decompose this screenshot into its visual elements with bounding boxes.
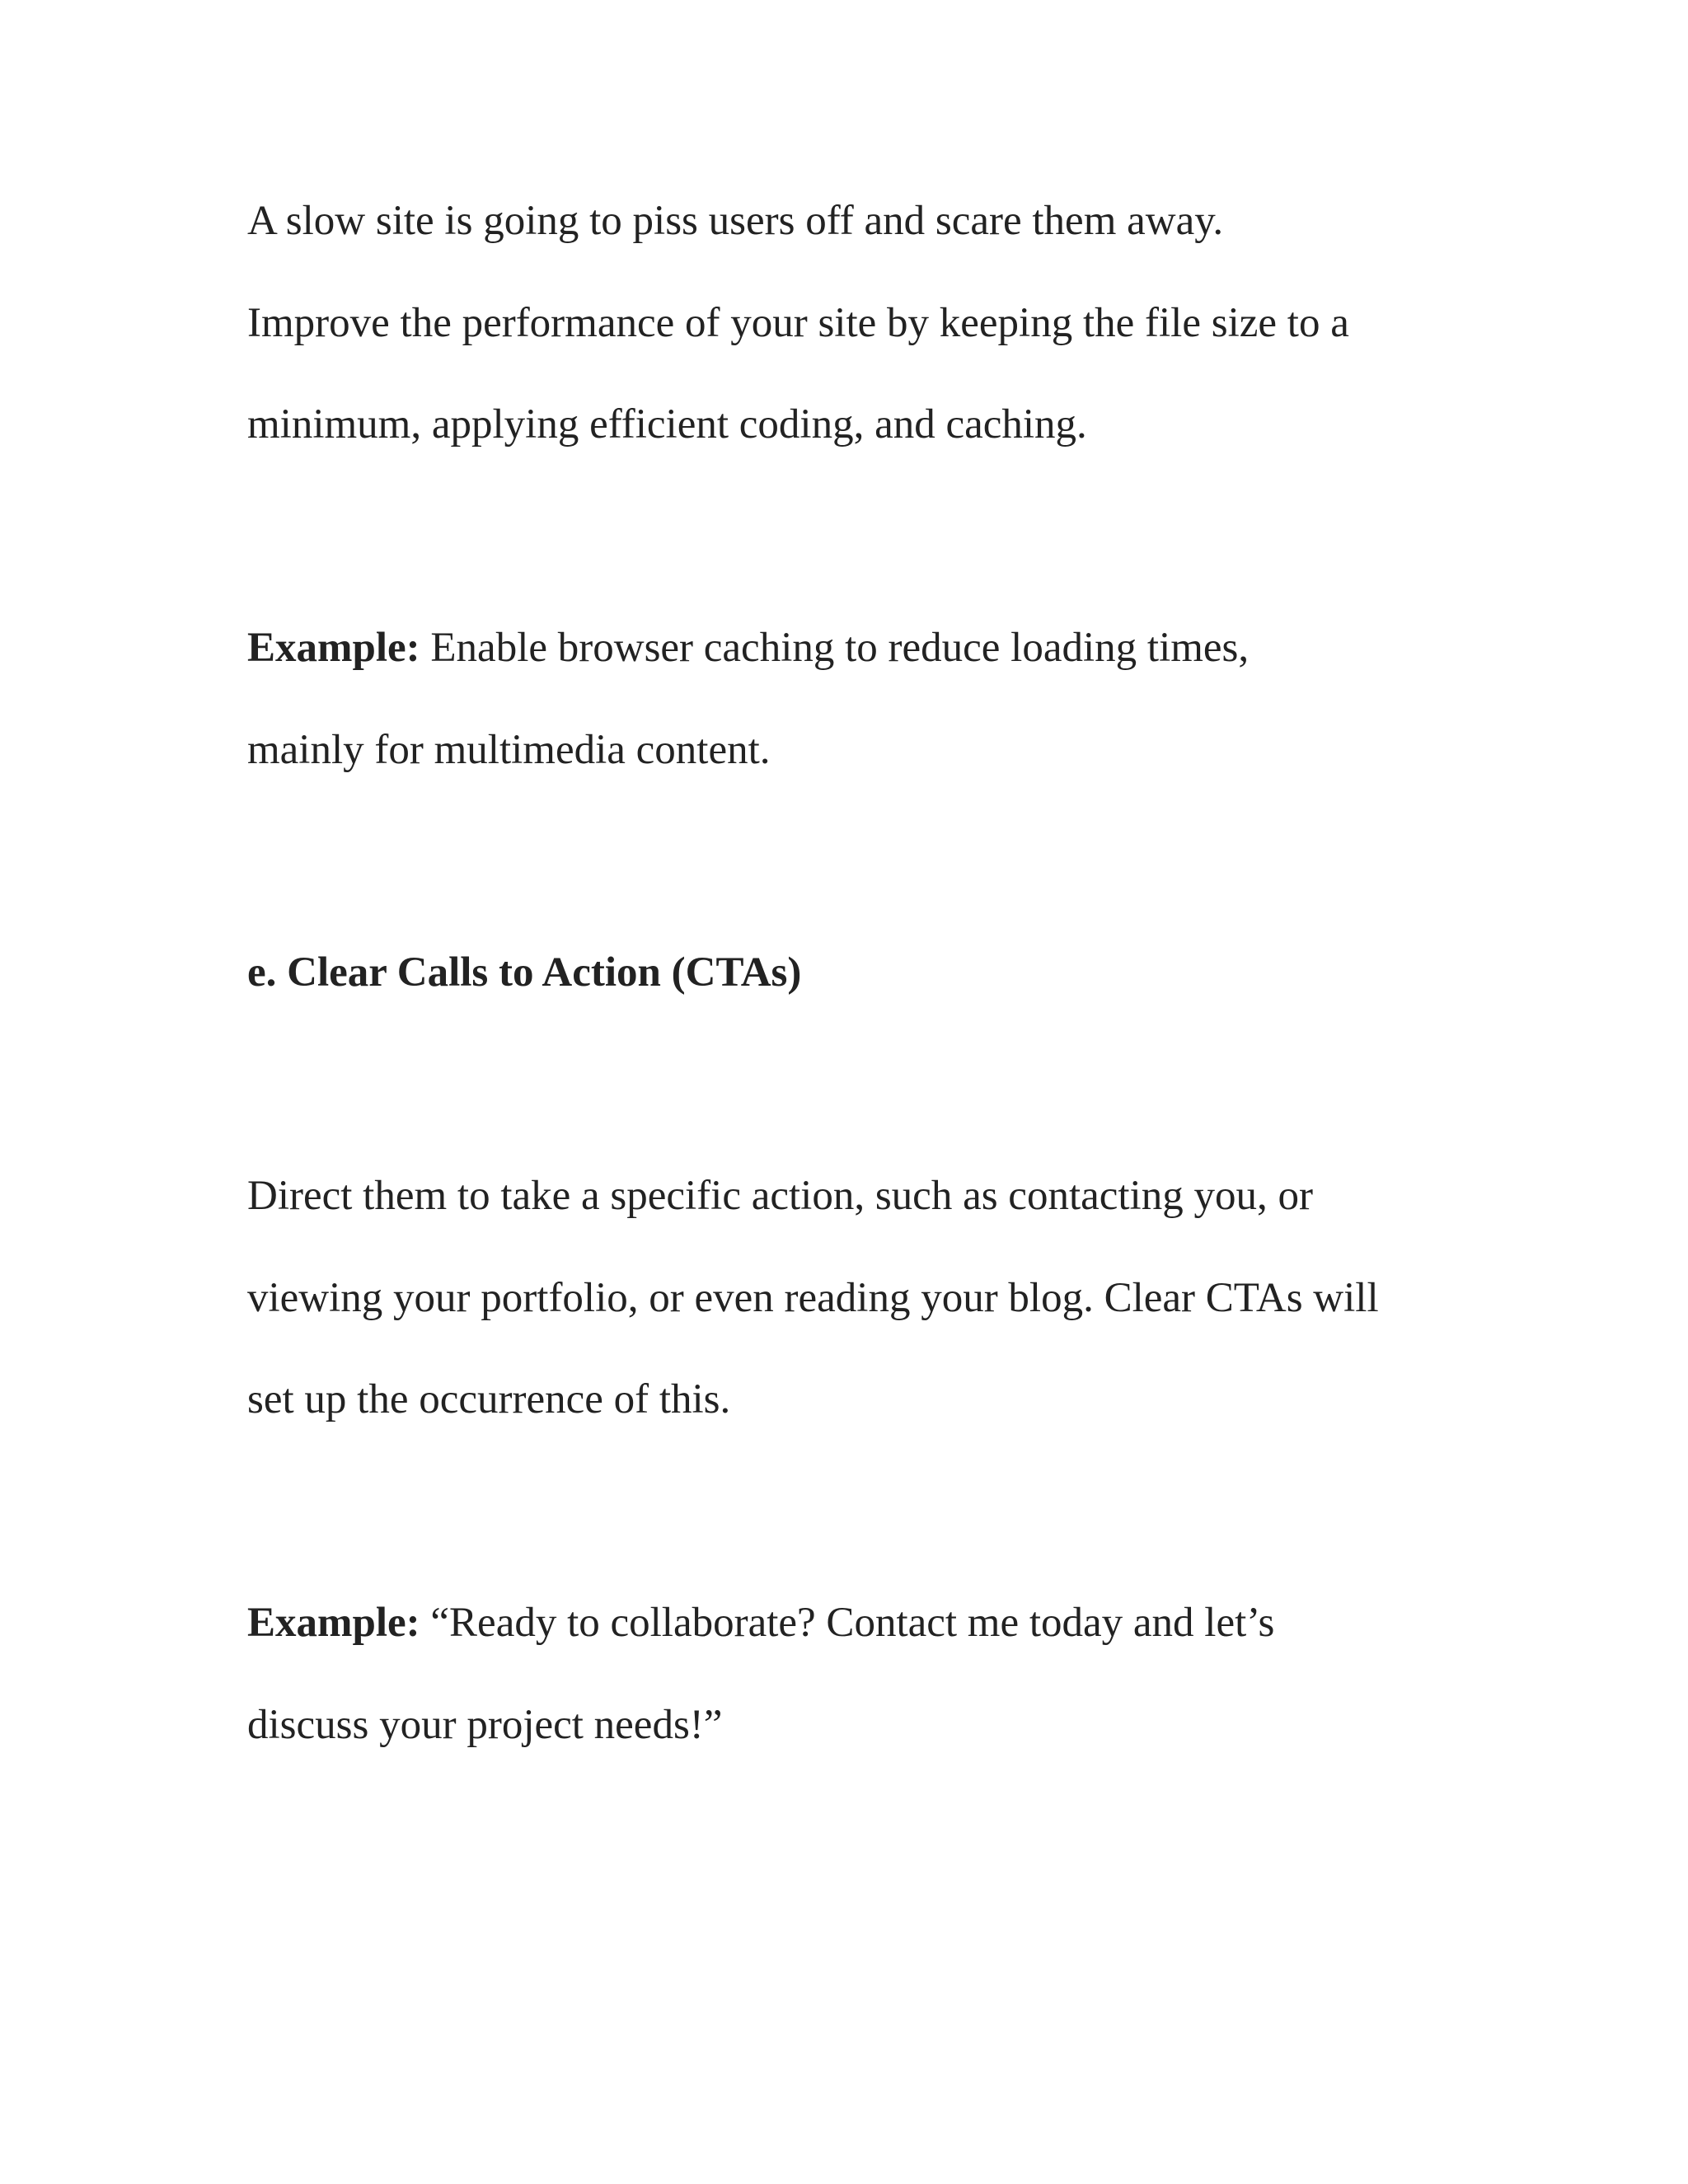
paragraph-1-line-3: minimum, applying efficient coding, and caching. [247,401,1087,448]
example-2-label: Example: [247,1600,420,1646]
example-1-text-1: Enable browser caching to reduce loading times, [430,625,1250,671]
example-2-line-1 [247,1598,1274,1647]
example-2-line-2: discuss your project needs!” [247,1702,723,1748]
example-1-label: Example: [247,625,420,671]
section-heading: e. Clear Calls to Action (CTAs) [247,949,802,996]
example-1-line-2: mainly for multimedia content. [247,727,771,773]
example-2-text-1: “Ready to collaborate? Contact me today and let’s [430,1600,1275,1646]
paragraph-2-line-2: viewing your portfolio, or even reading your blog. Clear CTAs will [247,1275,1379,1321]
paragraph-2-line-3: set up the occurrence of this. [247,1376,731,1422]
paragraph-1-line-2: Improve the performance of your site by keeping the file size to a [247,300,1349,346]
paragraph-2-line-1: Direct them to take a specific action, such as contacting you, or [247,1173,1313,1219]
example-1-line-1 [247,623,1249,673]
paragraph-1-line-1: A slow site is going to piss users off and scare them away. [247,198,1224,244]
